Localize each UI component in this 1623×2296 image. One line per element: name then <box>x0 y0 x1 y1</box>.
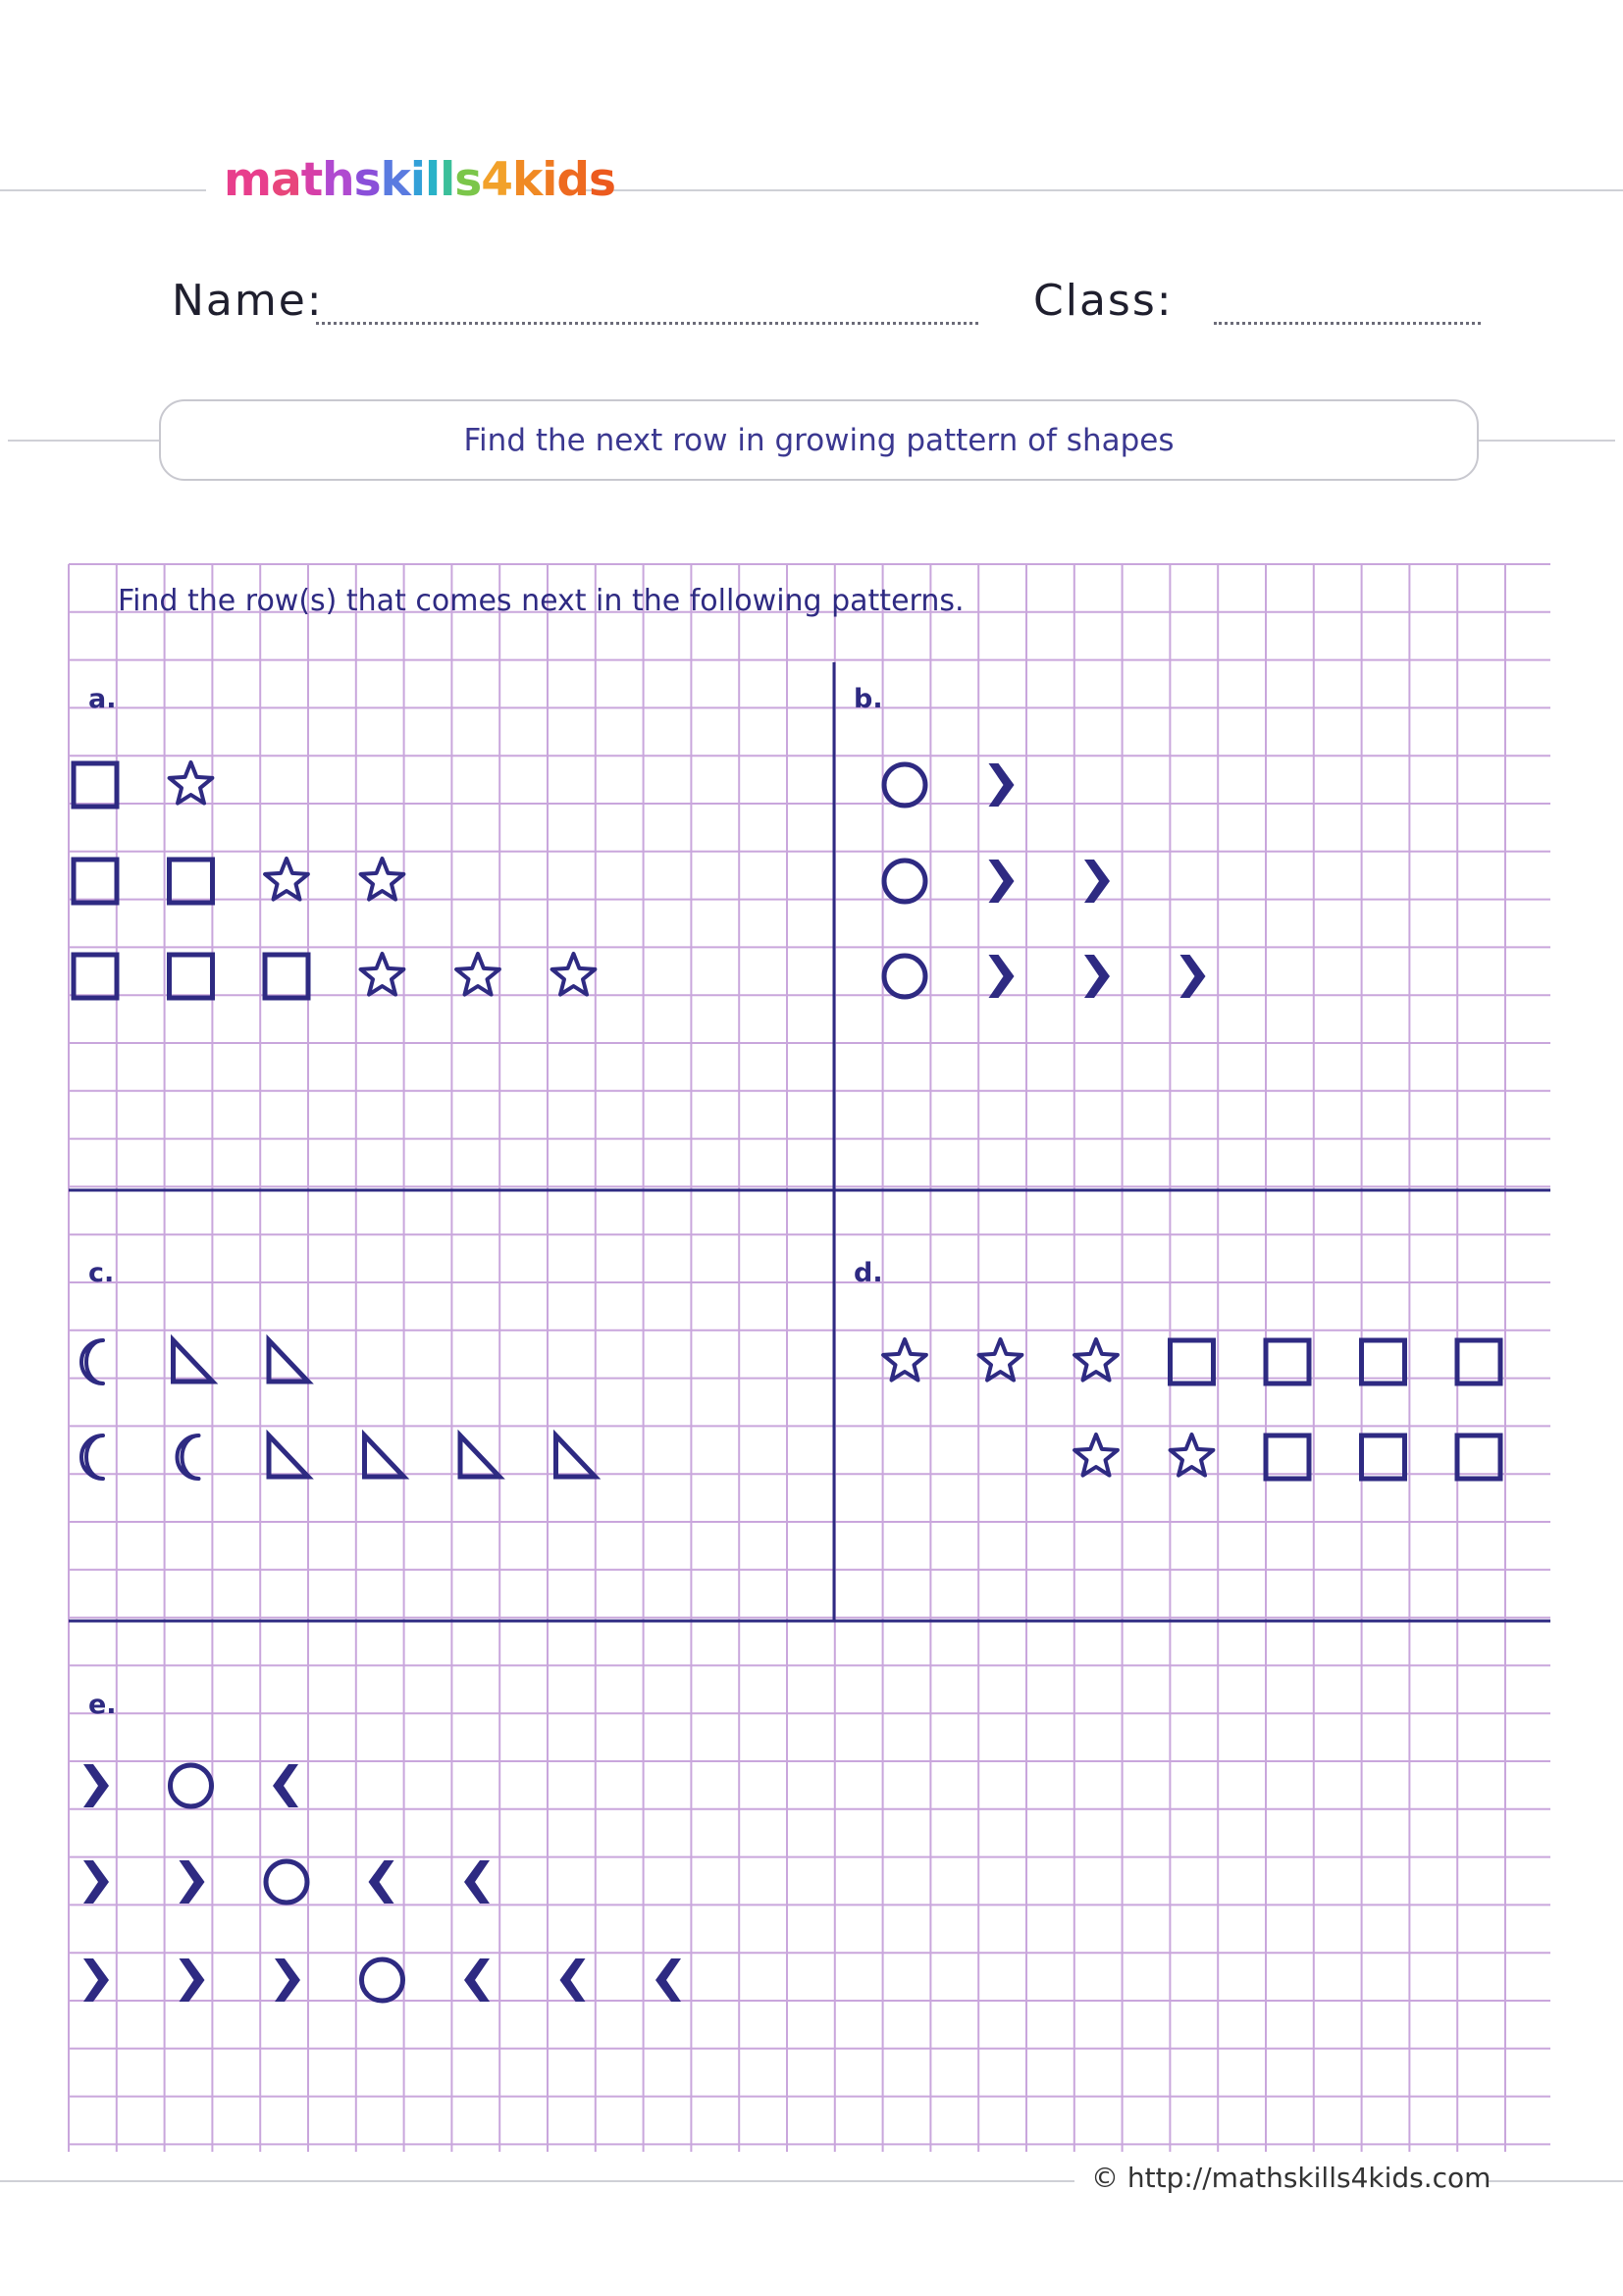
logo-letter: s <box>454 153 482 207</box>
star-icon <box>883 1339 926 1381</box>
logo-letter: k <box>511 153 543 207</box>
chevron-right-icon <box>989 955 1015 998</box>
chevron-right-icon <box>83 1764 109 1807</box>
star-icon <box>456 954 499 995</box>
star-icon <box>1074 1435 1118 1476</box>
chevron-right-icon <box>83 1860 109 1904</box>
right-triangle-icon <box>269 1435 308 1477</box>
logo-letter: k <box>380 153 410 207</box>
logo-letter: s <box>353 153 381 207</box>
square-icon <box>1457 1435 1500 1479</box>
right-triangle-icon <box>269 1340 308 1382</box>
star-icon <box>979 1339 1022 1381</box>
logo-letter: d <box>556 153 589 207</box>
star-icon <box>552 954 596 995</box>
right-triangle-icon <box>556 1435 596 1477</box>
square-icon <box>1266 1435 1309 1479</box>
page-title: Find the next row in growing pattern of shapes <box>159 399 1479 481</box>
footer-rule-right <box>1487 2180 1623 2182</box>
section-label-d: d. <box>854 1258 883 1288</box>
logo-letter: l <box>440 153 455 207</box>
name-label: Name: <box>172 276 324 326</box>
chevron-left-icon <box>369 1860 394 1904</box>
circle-icon <box>884 956 925 997</box>
square-icon <box>74 955 117 998</box>
chevron-right-icon <box>1084 860 1110 903</box>
chevron-left-icon <box>655 1958 681 2002</box>
footer-rule-left <box>0 2180 1074 2182</box>
section-label-b: b. <box>854 684 883 714</box>
chevron-left-icon <box>464 1860 490 1904</box>
graph-paper-lines <box>69 564 1550 2152</box>
footer-url[interactable]: © http://mathskills4kids.com <box>1091 2162 1492 2194</box>
square-icon <box>1457 1340 1500 1383</box>
logo-letter: t <box>300 153 323 207</box>
chevron-left-icon <box>560 1958 586 2002</box>
right-triangle-icon <box>365 1435 404 1477</box>
crescent-moon-icon <box>178 1435 199 1479</box>
logo-letter: 4 <box>481 153 512 207</box>
section-label-e: e. <box>88 1690 117 1720</box>
crescent-moon-icon <box>81 1435 103 1479</box>
section-label-a: a. <box>88 684 117 714</box>
square-icon <box>170 955 213 998</box>
square-icon <box>74 763 117 807</box>
logo-letter: h <box>322 153 354 207</box>
chevron-right-icon <box>180 1958 205 2002</box>
logo-letter: i <box>542 153 557 207</box>
star-icon <box>170 762 213 804</box>
chevron-right-icon <box>180 1860 205 1904</box>
circle-icon <box>362 1959 403 2001</box>
logo-letter: s <box>589 153 615 207</box>
chevron-right-icon <box>1180 955 1206 998</box>
logo-letter: l <box>425 153 441 207</box>
square-icon <box>1171 1340 1214 1383</box>
star-icon <box>1171 1435 1214 1476</box>
square-icon <box>74 860 117 903</box>
chevron-right-icon <box>989 860 1015 903</box>
square-icon <box>1362 1340 1405 1383</box>
chevron-right-icon <box>1084 955 1110 998</box>
circle-icon <box>884 764 925 806</box>
logo-letter: m <box>224 153 271 207</box>
chevron-right-icon <box>989 763 1015 807</box>
crescent-moon-icon <box>81 1340 103 1383</box>
chevron-left-icon <box>273 1764 298 1807</box>
circle-icon <box>266 1861 307 1903</box>
star-icon <box>1074 1339 1118 1381</box>
instruction-text: Find the row(s) that comes next in the following patterns. <box>118 584 965 618</box>
chevron-right-icon <box>83 1958 109 2002</box>
right-triangle-icon <box>460 1435 499 1477</box>
star-icon <box>361 859 404 900</box>
square-icon <box>1362 1435 1405 1479</box>
chevron-left-icon <box>464 1958 490 2002</box>
square-icon <box>1266 1340 1309 1383</box>
star-icon <box>361 954 404 995</box>
circle-icon <box>884 861 925 902</box>
logo-letter: i <box>409 153 426 207</box>
class-label: Class: <box>1033 276 1174 326</box>
square-icon <box>265 955 308 998</box>
right-triangle-icon <box>174 1340 213 1382</box>
chevron-right-icon <box>275 1958 300 2002</box>
section-label-c: c. <box>88 1258 115 1288</box>
square-icon <box>170 860 213 903</box>
circle-icon <box>171 1765 212 1806</box>
logo-letter: a <box>270 153 301 207</box>
star-icon <box>265 859 308 900</box>
